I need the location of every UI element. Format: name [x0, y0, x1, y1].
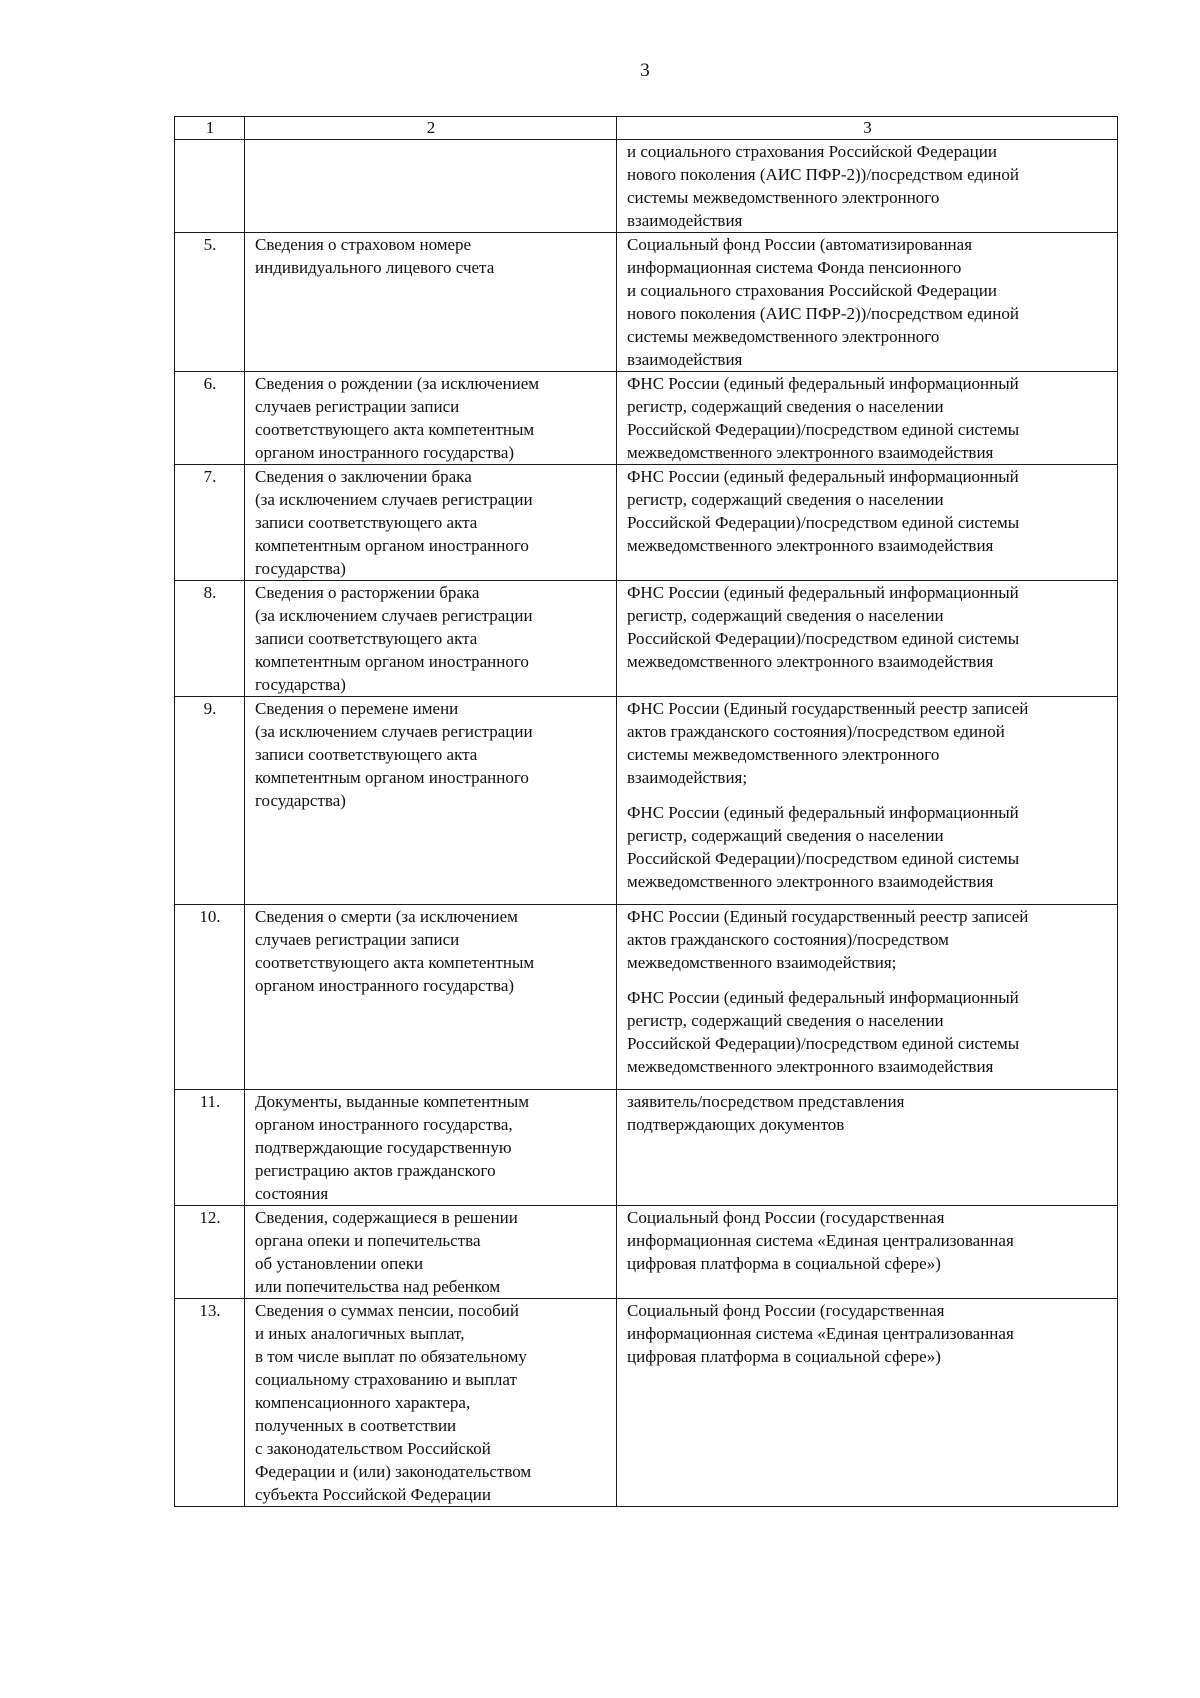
row-source: и социального страхования Российской Федерации нового поколения (АИС ПФР-2))/посредством единой системы межведомственного электронного взаимодействия [627, 142, 1019, 230]
row-source: ФНС России (единый федеральный информационный регистр, содержащий сведения о населении Российской Федерации)/посредством единой системы межведомственного электронного взаимодействия [627, 467, 1020, 555]
header-col-2: 2 [245, 117, 617, 140]
row-source-cell [617, 581, 1118, 697]
row-info: Сведения о перемене имени (за исключением случаев регистрации записи соответствующего акта компетентным органом иностранного государства) [255, 699, 533, 810]
table-row [175, 697, 1118, 905]
table-row [175, 372, 1118, 465]
row-info-cell [245, 140, 617, 233]
row-info-cell [245, 465, 617, 581]
row-source-cell [617, 905, 1118, 1090]
table-row [175, 1090, 1118, 1206]
row-source: Социальный фонд России (автоматизированная информационная система Фонда пенсионного и социального страхования Российской Федерации нового поколения (АИС ПФР-2))/посредством единой системы межведомственного электронного взаимодействия [627, 235, 1019, 369]
row-source-cell [617, 372, 1118, 465]
table-row [175, 905, 1118, 1090]
table-row [175, 465, 1118, 581]
row-info-cell [245, 581, 617, 697]
row-source-cell [617, 465, 1118, 581]
row-source: ФНС России (Единый государственный реестр записей актов гражданского состояния)/посредством единой системы межведомственного электронного взаимодействия; [627, 699, 1029, 787]
row-info-cell [245, 233, 617, 372]
row-source-cell [617, 1206, 1118, 1299]
row-source-cell [617, 1299, 1118, 1507]
row-info: Сведения о страховом номере индивидуального лицевого счета [255, 235, 495, 277]
row-info-cell [245, 697, 617, 905]
row-number: 5. [175, 233, 245, 372]
table-row [175, 1299, 1118, 1507]
table-row [175, 140, 1118, 233]
row-source-cell [617, 697, 1118, 905]
row-info-cell [245, 372, 617, 465]
row-info: Сведения о суммах пенсии, пособий и иных аналогичных выплат, в том числе выплат по обязательному социальному страхованию и выплат компенсационного характера, полученных в соответствии с законодательством Российской Федерации и (или) законодательством субъекта Российской Федерации [255, 1301, 532, 1504]
row-source: ФНС России (единый федеральный информационный регистр, содержащий сведения о населении Российской Федерации)/посредством единой системы межведомственного электронного взаимодействия [627, 374, 1020, 462]
row-source: Социальный фонд России (государственная информационная система «Единая централизованная цифровая платформа в социальной сфере») [627, 1301, 1014, 1366]
page-number: 3 [640, 60, 650, 81]
table-row [175, 581, 1118, 697]
row-number: 11. [175, 1090, 245, 1206]
row-source: ФНС России (единый федеральный информационный регистр, содержащий сведения о населении Российской Федерации)/посредством единой системы межведомственного электронного взаимодействия [627, 583, 1020, 671]
row-info: Документы, выданные компетентным органом иностранного государства, подтверждающие государственную регистрацию актов гражданского состояния [255, 1092, 529, 1203]
row-info-cell [245, 905, 617, 1090]
row-info-cell [245, 1299, 617, 1507]
table-row [175, 1206, 1118, 1299]
paragraph-gap [627, 974, 1108, 986]
row-source-cell [617, 140, 1118, 233]
row-source: ФНС России (Единый государственный реестр записей актов гражданского состояния)/посредством межведомственного взаимодействия; [627, 907, 1029, 972]
row-source-cell [617, 233, 1118, 372]
row-number: 13. [175, 1299, 245, 1507]
row-number: 10. [175, 905, 245, 1090]
row-info: Сведения о расторжении брака (за исключением случаев регистрации записи соответствующего акта компетентным органом иностранного государства) [255, 583, 533, 694]
row-source-cell [617, 1090, 1118, 1206]
header-col-1: 1 [175, 117, 245, 140]
row-info: Сведения, содержащиеся в решении органа опеки и попечительства об установлении опеки или попечительства над ребенком [255, 1208, 518, 1296]
table-header-row [175, 117, 1118, 140]
row-number: 7. [175, 465, 245, 581]
paragraph-gap [627, 789, 1108, 801]
row-number: 9. [175, 697, 245, 905]
table-row [175, 233, 1118, 372]
row-number: 12. [175, 1206, 245, 1299]
row-info-cell [245, 1090, 617, 1206]
row-number [175, 140, 245, 233]
row-source: заявитель/посредством представления подтверждающих документов [627, 1092, 905, 1134]
row-info: Сведения о рождении (за исключением случаев регистрации записи соответствующего акта компетентным органом иностранного государства) [255, 374, 540, 462]
row-source: Социальный фонд России (государственная информационная система «Единая централизованная цифровая платформа в социальной сфере») [627, 1208, 1014, 1273]
row-number: 8. [175, 581, 245, 697]
document-table [174, 116, 1118, 1507]
row-source-secondary: ФНС России (единый федеральный информационный регистр, содержащий сведения о населении Российской Федерации)/посредством единой системы межведомственного электронного взаимодействия [627, 988, 1020, 1076]
row-number: 6. [175, 372, 245, 465]
header-col-3: 3 [617, 117, 1118, 140]
row-info-cell [245, 1206, 617, 1299]
row-info: Сведения о заключении брака (за исключением случаев регистрации записи соответствующего акта компетентным органом иностранного государства) [255, 467, 533, 578]
row-info: Сведения о смерти (за исключением случаев регистрации записи соответствующего акта компетентным органом иностранного государства) [255, 907, 535, 995]
row-source-secondary: ФНС России (единый федеральный информационный регистр, содержащий сведения о населении Российской Федерации)/посредством единой системы межведомственного электронного взаимодействия [627, 803, 1020, 891]
